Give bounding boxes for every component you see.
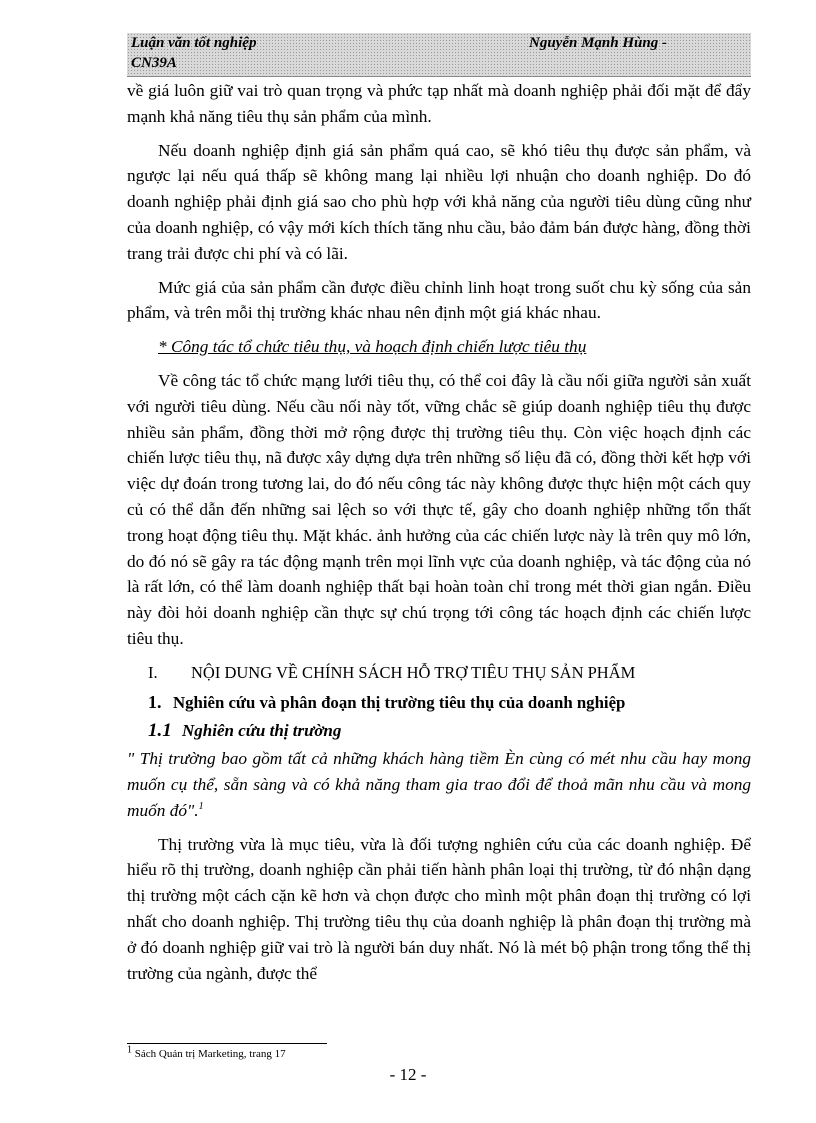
section-heading-2 bbox=[127, 690, 751, 716]
page-number: - 12 - bbox=[389, 1065, 427, 1084]
footnote bbox=[127, 1044, 286, 1060]
quote-text: " Thị trường bao gồm tất cả những khách hàng tiềm Èn cùng có mét nhu cầu hay mong muốn cụ thể, sẵn sàng và có khả năng tham gia trao đổi để thoả mãn nhu cầu và mong muốn đó". bbox=[127, 749, 751, 820]
section-number: 1.1 bbox=[148, 720, 172, 742]
header-thesis-title: Luận văn tốt nghiệp bbox=[131, 35, 257, 51]
footnote-number: 1 bbox=[127, 1044, 132, 1056]
footnote-separator bbox=[127, 1043, 327, 1044]
header-class: CN39A bbox=[131, 55, 177, 71]
subheading-sales-organization: * Công tác tổ chức tiêu thụ, và hoạch định chiến lược tiêu thụ bbox=[158, 337, 587, 357]
section-number: 1. bbox=[148, 691, 162, 712]
paragraph-market-research: Thị trường vừa là mục tiêu, vừa là đối tượng nghiên cứu của các doanh nghiệp. Để hiểu rõ thị trường, doanh nghiệp cần phải tiến hành phân loại thị trường, từ đó nhận dạng thị trường một cách cặn kẽ hơn và chọn được cho mình một phân đoạn thị trường có lợi nhất cho doanh nghiệp. Thị trường tiêu thụ của doanh nghiệp là phân đoạn thị trường mà ở đó doanh nghiệp giữ vai trò là người bán duy nhất. Nó là mét bộ phận trong tổng thể thị trường của ngành, được thể bbox=[127, 834, 751, 983]
market-definition-quote bbox=[127, 746, 751, 823]
page-body bbox=[127, 78, 751, 994]
paragraph-pricing-level: Nếu doanh nghiệp định giá sản phẩm quá cao, sẽ khó tiêu thụ được sản phẩm, và ngược lại nếu quá thấp sẽ không mang lại nhiều lợi nhuận cho doanh nghiệp. Do đó doanh nghiệp phải định giá sao cho phù hợp với khả năng của người tiêu dùng cũng như của doanh nghiệp, có vậy mới kích thích tăng nhu cầu, bảo đảm bán được hàng, đồng thời trang trải được chi phí và có lãi. bbox=[127, 140, 751, 263]
footnote-text: Sách Quản trị Marketing, trang 17 bbox=[134, 1048, 286, 1060]
section-title: Nghiên cứu thị trường bbox=[182, 721, 342, 741]
paragraph-sales-network: Về công tác tổ chức mạng lưới tiêu thụ, có thể coi đây là cầu nối giữa người sản xuất với người tiêu dùng. Nếu cầu nối này tốt, vững chắc sẽ giúp doanh nghiệp tiêu thụ được nhiều sản phẩm, đồng thời mở rộng được thị trường tiêu thụ. Còn việc hoạch định các chiến lược tiêu thụ, nã được xây dựng dựa trên những số liệu đã có, đồng thời kết hợp với việc dự đoán trong tương lai, do đó nếu công tác này không được thực hiện một cách quy củ có thể dẫn đến những sai lệch so với thực tế, gây cho doanh nghiệp những tổn thất trong hoạt động tiêu thụ. Mặt khác. ảnh hưởng của các chiến lược này là trên quy mô lớn, do đó nó sẽ gây ra tác động mạnh trên mọi lĩnh vực của doanh nghiệp, và tác động của nó là rất lớn, có thể làm doanh nghiệp thất bại hoàn toàn chỉ trong mét thời gian ngắn. Điều này đòi hỏi doanh nghiệp cần thực sự chú trọng tới công tác hoạch định các chiến lược tiêu thụ. bbox=[127, 370, 751, 648]
section-title: NỘI DUNG VỀ CHÍNH SÁCH HỖ TRỢ TIÊU THỤ SẢN PHẨM bbox=[191, 662, 636, 682]
footnote-reference: 1 bbox=[198, 800, 204, 812]
paragraph-pricing-role: về giá luôn giữ vai trò quan trọng và phức tạp nhất mà doanh nghiệp phải đối mặt để đẩy mạnh khả năng tiêu thụ sản phẩm của mình. bbox=[127, 81, 751, 126]
section-number: I. bbox=[148, 662, 158, 682]
header-author: Nguyễn Mạnh Hùng - bbox=[529, 35, 667, 51]
page-header bbox=[127, 33, 751, 77]
section-title: Nghiên cứu và phân đoạn thị trường tiêu thụ của doanh nghiệp bbox=[173, 692, 626, 712]
section-heading-1 bbox=[127, 660, 751, 686]
paragraph-price-adjustment: Mức giá của sản phẩm cần được điều chỉnh linh hoạt trong suốt chu kỳ sống của sản phẩm, và trên mỗi thị trường khác nhau nên định một giá khác nhau. bbox=[127, 277, 751, 323]
section-heading-3 bbox=[127, 718, 751, 744]
